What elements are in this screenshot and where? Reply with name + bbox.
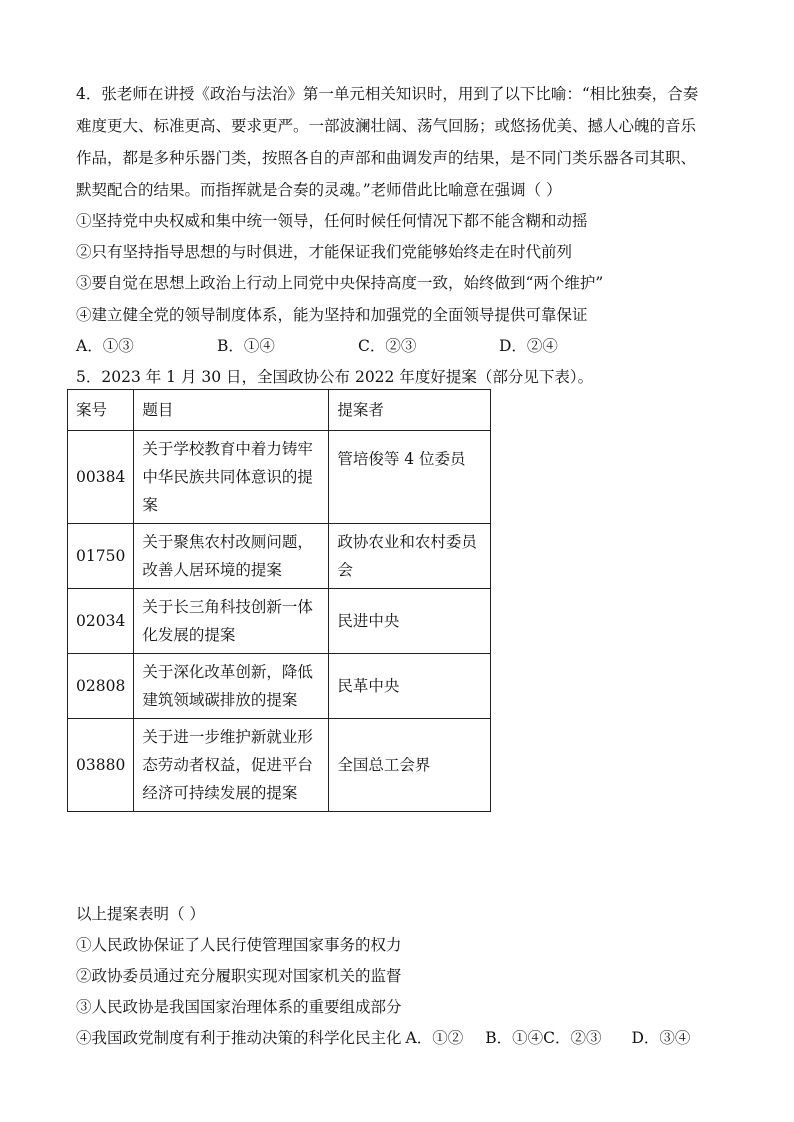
cell-proposer (329, 719, 491, 812)
cell-case-number: 02034 (68, 589, 134, 654)
table-row (68, 431, 491, 524)
q4-statement-2: ②只有坚持指导思想的与时俱进，才能保证我们党能够始终走在时代前列 (76, 243, 573, 261)
cell-proposer-line: 管培俊等 4 位委员 (337, 450, 466, 468)
cell-proposer-line: 民革中央 (337, 677, 400, 695)
q5-question: 以上提案表明（ ） (76, 905, 205, 923)
cell-proposer-line: 会 (337, 561, 353, 579)
cell-title (134, 719, 329, 812)
q5-option-c: C．②③ (543, 1029, 602, 1047)
cell-title-line: 经济可持续发展的提案 (142, 784, 298, 802)
q4-stem-line-2: 难度更大、标准更高、要求更严。一部波澜壮阔、荡气回肠；或悠扬优美、撼人心魄的音乐 (76, 117, 697, 135)
q4-statement-3: ③要自觉在思想上政治上行动上同党中央保持高度一致，始终做到“两个维护” (76, 274, 604, 292)
q5-option-b: B．①④ (485, 1029, 544, 1047)
q5-option-a: A．①② (405, 1029, 464, 1047)
q4-stem-line-3: 作品，都是多种乐器门类，按照各自的声部和曲调发声的结果，是不同门类乐器各司其职、 (76, 149, 697, 167)
table-row (68, 524, 491, 589)
q4-stem-line-1: 4．张老师在讲授《政治与法治》第一单元相关知识时，用到了以下比喻：“相比独奏，合奏 (76, 85, 699, 103)
q5-statement-3: ③人民政协是我国国家治理体系的重要组成部分 (76, 998, 402, 1016)
cell-proposer-line: 全国总工会界 (337, 756, 431, 774)
cell-proposer (329, 524, 491, 589)
cell-title-line: 关于深化改革创新，降低 (142, 663, 313, 681)
cell-title-line: 中华民族共同体意识的提 (142, 468, 313, 486)
q4-option-b: B．①④ (217, 337, 275, 355)
cell-title (134, 654, 329, 719)
cell-proposer (329, 654, 491, 719)
table-row (68, 589, 491, 654)
header-title: 题目 (134, 390, 329, 431)
cell-proposer-line: 民进中央 (337, 612, 400, 630)
cell-title-line: 建筑领域碳排放的提案 (142, 691, 298, 709)
cell-title (134, 589, 329, 654)
q4-option-d: D．②④ (499, 337, 558, 355)
cell-case-number: 00384 (68, 431, 134, 524)
cell-title-line: 案 (142, 496, 158, 514)
q5-statement-4: ④我国政党制度有利于推动决策的科学化民主化 (76, 1029, 402, 1047)
q4-option-a: A．①③ (76, 337, 134, 355)
q5-statement-4-with-options (76, 1028, 690, 1048)
cell-case-number: 03880 (68, 719, 134, 812)
proposal-table (67, 389, 491, 812)
cell-title-line: 关于聚焦农村改厕问题， (142, 533, 313, 551)
cell-proposer (329, 589, 491, 654)
table-row (68, 719, 491, 812)
q5-option-d: D．③④ (631, 1029, 691, 1047)
cell-title-line: 改善人居环境的提案 (142, 561, 282, 579)
cell-title-line: 关于学校教育中着力铸牢 (142, 440, 313, 458)
q4-option-c: C．②③ (358, 337, 417, 355)
header-proposer: 提案者 (329, 390, 491, 431)
header-case-number: 案号 (68, 390, 134, 431)
table-header-row (68, 390, 491, 431)
q4-stem-line-4: 默契配合的结果。而指挥就是合奏的灵魂。”老师借此比喻意在强调（ ） (76, 181, 562, 199)
cell-title (134, 431, 329, 524)
cell-title (134, 524, 329, 589)
cell-proposer (329, 431, 491, 524)
q5-statement-2: ②政协委员通过充分履职实现对国家机关的监督 (76, 967, 402, 985)
table-row (68, 654, 491, 719)
q4-statement-4: ④建立健全党的领导制度体系，能为坚持和加强党的全面领导提供可靠保证 (76, 306, 588, 324)
cell-title-line: 关于进一步维护新就业形 (142, 728, 313, 746)
cell-title-line: 关于长三角科技创新一体 (142, 598, 313, 616)
q4-statement-1: ①坚持党中央权威和集中统一领导，任何时候任何情况下都不能含糊和动摇 (76, 212, 588, 230)
cell-case-number: 01750 (68, 524, 134, 589)
cell-proposer-line: 政协农业和农村委员 (337, 533, 477, 551)
cell-case-number: 02808 (68, 654, 134, 719)
cell-title-line: 态劳动者权益，促进平台 (142, 756, 313, 774)
q5-statement-1: ①人民政协保证了人民行使管理国家事务的权力 (76, 936, 402, 954)
q4-options (76, 336, 558, 356)
q5-stem: 5．2023 年 1 月 30 日，全国政协公布 2022 年度好提案（部分见下表）。 (76, 368, 594, 386)
cell-title-line: 化发展的提案 (142, 626, 236, 644)
